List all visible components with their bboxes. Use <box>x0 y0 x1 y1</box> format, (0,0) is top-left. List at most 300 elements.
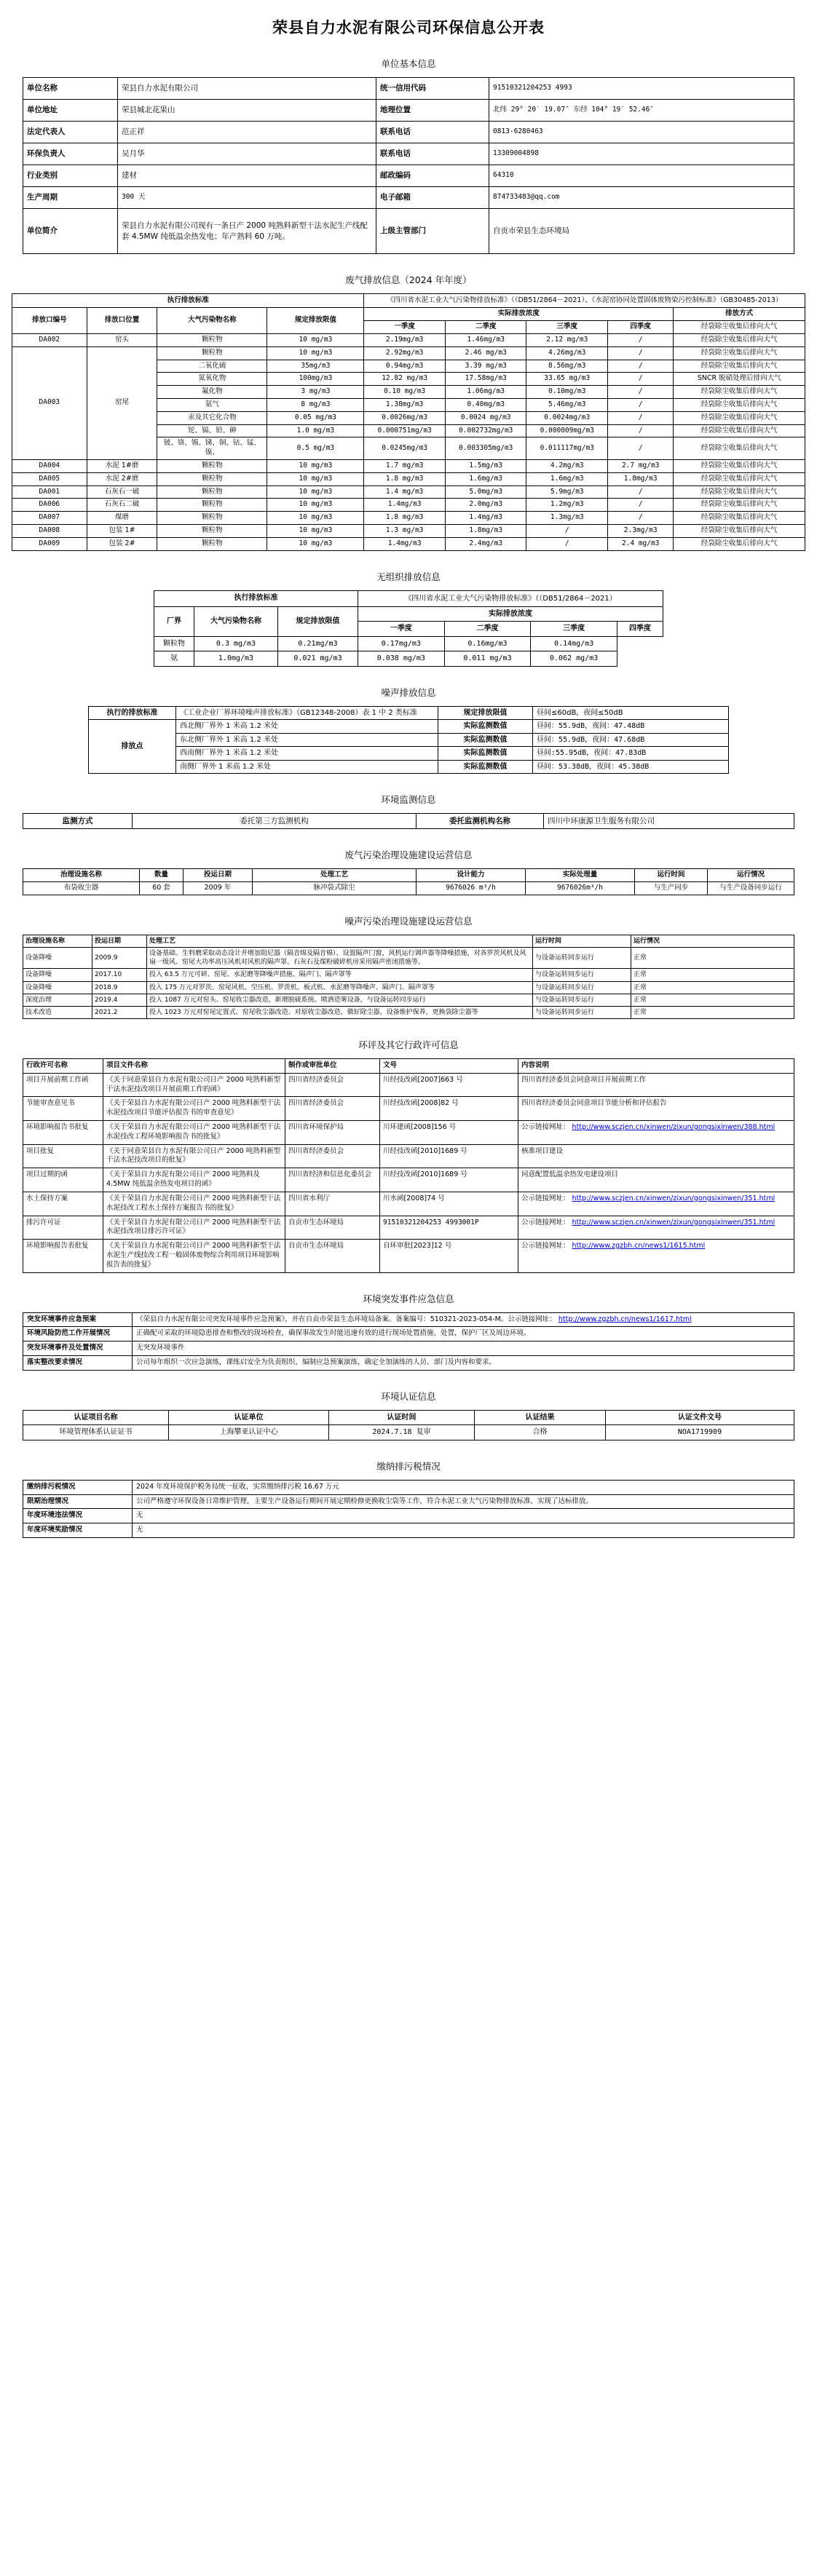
cell-facility-name: 深度治理 <box>23 994 92 1006</box>
cell-q4: / <box>608 424 674 437</box>
cell-outlet-position: 包装 1# <box>87 525 157 538</box>
cell-q2: 0.002732mg/m3 <box>445 424 526 437</box>
air-emission-table <box>12 293 805 551</box>
cell-q2: 2.0mg/m3 <box>445 499 526 512</box>
cell-q2: 0.003305mg/m3 <box>445 437 526 460</box>
cell-content <box>518 1073 794 1097</box>
section-title-permit: 环评及其它行政许可信息 <box>358 1039 459 1050</box>
cell-value: 91510321204253 4993 <box>489 78 794 100</box>
cell-approval-org: 四川省经济委员会 <box>285 1073 380 1097</box>
monitor-org-label: 委托监测机构名称 <box>417 814 544 829</box>
cell-facility-name: 设备降噪 <box>23 969 92 981</box>
table-row <box>23 187 794 209</box>
table-row <box>12 512 805 525</box>
table-row <box>23 1356 794 1371</box>
cell-label: 地理位置 <box>376 100 489 122</box>
public-link[interactable]: http://www.zgzbh.cn/news1/1615.html <box>572 1242 706 1251</box>
cell-emergency-label: 突发环境事件及处置情况 <box>23 1341 133 1356</box>
col-status: 运行情况 <box>631 935 794 947</box>
cell-emergency-label: 落实整改要求情况 <box>23 1356 133 1371</box>
cell-limit: 0.3 mg/m3 <box>194 636 278 651</box>
cell-outlet-position: 水泥 1#磨 <box>87 460 157 473</box>
cell-q2: 2.4mg/m3 <box>445 537 526 550</box>
cell-limit: 3 mg/m3 <box>267 386 364 399</box>
cell-emergency-value: 无突发环境事件 <box>133 1341 794 1356</box>
cell-permit-name: 环境影响报告表批复 <box>23 1240 103 1272</box>
cell-permit-name: 项目过期的函 <box>23 1168 103 1192</box>
cell-limit: 10 mg/m3 <box>267 346 364 360</box>
monitor-org-value: 四川中环康源卫生服务有限公司 <box>544 814 794 829</box>
table-row <box>23 1216 794 1240</box>
cell-q1: 0.021 mg/m3 <box>278 651 358 667</box>
cell-value: 0813-6280463 <box>489 122 794 143</box>
cell-q4: 1.8mg/m3 <box>608 472 674 486</box>
public-link[interactable]: http://www.sczjen.cn/xinwen/zixun/gongsixinwen/351.html <box>572 1194 775 1202</box>
cell-q3: 1.2mg/m3 <box>526 499 608 512</box>
col-date: 投运日期 <box>92 935 147 947</box>
cell-label: 电子邮箱 <box>376 187 489 209</box>
cell-pollutant: 颗粒物 <box>157 525 267 538</box>
cell-label: 单位简介 <box>23 209 118 254</box>
cell-pollutant: 颗粒物 <box>157 333 267 346</box>
table-row <box>23 1006 794 1018</box>
cell-file-name: 《关于荣县自力水泥有限公司日产 2000 吨熟料新型干法水泥技改项目节能评估报告书的审查意见》 <box>103 1097 285 1121</box>
cell-q1: 0.21mg/m3 <box>278 636 358 651</box>
col-runtime: 运行时间 <box>533 935 631 947</box>
table-row <box>154 636 663 651</box>
cell-q4: / <box>608 346 674 360</box>
cell-outlet-position: 窑尾 <box>87 346 157 459</box>
col-facility-name: 治理设施名称 <box>23 869 140 882</box>
table-row <box>23 969 794 981</box>
table-row <box>23 948 794 969</box>
cell-limit: 10 mg/m3 <box>267 486 364 499</box>
cell-content <box>518 1121 794 1145</box>
cell-outlet-position: 水泥 2#磨 <box>87 472 157 486</box>
table-row <box>89 733 729 747</box>
cell-date: 2009 年 <box>183 882 253 895</box>
col-process: 处理工艺 <box>147 935 533 947</box>
noise-limit-label: 规定排放限值 <box>438 706 533 720</box>
table-row <box>23 78 794 100</box>
cell-q4: 0.062 mg/m3 <box>531 651 617 667</box>
cell-limit: 0.05 mg/m3 <box>267 411 364 424</box>
cell-pollutant: 颗粒物 <box>157 499 267 512</box>
noise-measure-label: 实际监测数值 <box>438 733 533 747</box>
cell-q1: 1.38mg/m3 <box>364 398 446 411</box>
cell-q2: 5.0mg/m3 <box>445 486 526 499</box>
table-row <box>23 100 794 122</box>
cell-outlet-no: DA008 <box>12 525 87 538</box>
cell-approval-org: 四川省环境保护局 <box>285 1121 380 1145</box>
cell-file-name: 《关于荣县自力水泥有限公司日产 2000 吨熟料新型干法水泥技改工程水土保持方案报告书的批复》 <box>103 1192 285 1216</box>
cell-q1: 1.8 mg/m3 <box>364 512 446 525</box>
cell-pollutant: 铍、铬、锡、锑、铜、钴、锰、镍、 <box>157 437 267 460</box>
cell-q4: 0.14mg/m3 <box>531 636 617 651</box>
cell-permit-name: 项目开展前期工作函 <box>23 1073 103 1097</box>
cell-q1: 1.3 mg/m3 <box>364 525 446 538</box>
cell-q2: 1.6mg/m3 <box>445 472 526 486</box>
cell-q1: 0.0245mg/m3 <box>364 437 446 460</box>
cell-permit-name: 环境影响报告书批复 <box>23 1121 103 1145</box>
content-text: 公示链接网址： <box>521 1242 570 1251</box>
table-row <box>23 814 794 829</box>
col-mode-sub: 经袋除尘收集后排向大气 <box>674 321 805 334</box>
cell-q3: 0.011117mg/m3 <box>526 437 608 460</box>
col-emission-mode: 排放方式 <box>674 308 805 321</box>
table-row <box>23 1144 794 1168</box>
table-row <box>23 1425 794 1440</box>
cell-mode: 经袋除尘收集后排向大气 <box>674 386 805 399</box>
cell-pollutant: 颗粒物 <box>157 346 267 360</box>
cell-value: 吴月华 <box>118 143 376 165</box>
cell-process: 投入 1087 万元对窑头、窑尾收尘器改造，新增脱硫系统、喷洒造雾设备，与设备运转同步运行 <box>147 994 533 1006</box>
col-file-name: 项目文件名称 <box>103 1058 285 1073</box>
cell-q4: / <box>608 333 674 346</box>
cell-pollutant: 颗粒物 <box>157 512 267 525</box>
cell-q2: 1.46mg/m3 <box>445 333 526 346</box>
cell-mode: 经袋除尘收集后排向大气 <box>674 537 805 550</box>
col-outlet-no: 排放口编号 <box>12 308 87 334</box>
monitor-method-value: 委托第三方监测机构 <box>133 814 417 829</box>
table-row <box>23 1523 794 1538</box>
cell-emergency-value <box>133 1312 794 1327</box>
col-process: 处理工艺 <box>253 869 417 882</box>
cell-file-name: 《关于荣县自力水泥有限公司日产 2000 吨熟料新型干法水泥技改工程环境影响报告书的批复》 <box>103 1121 285 1145</box>
content-text: 四川省经济委员会同意项目节能分析和评估报告 <box>521 1099 667 1108</box>
unorganized-emission-table <box>154 590 663 667</box>
noise-emission-table <box>88 706 729 774</box>
cell-date: 2018.9 <box>92 981 147 994</box>
cell-pollutant: 颗粒物 <box>157 460 267 473</box>
noise-standard-label: 执行的排放标准 <box>89 706 176 720</box>
cell-pollutant: 氟化物 <box>157 386 267 399</box>
cell-value: 建材 <box>118 165 376 187</box>
cell-process: 设备基础、生料磨采取动态设计并增加阻尼器（隔音绵及隔音棉）、设置隔声门窗，风机运行调声器等降噪措施，对各罗茨风机及风扇一级风、窑尾大功率高压风机对风机的隔声罩、石灰石及煤粉破碎机房采用隔声密闭措施等。 <box>147 948 533 969</box>
cell-q2: 1.5mg/m3 <box>445 460 526 473</box>
col-approval-org: 制作或审批单位 <box>285 1058 380 1073</box>
content-text: 公示链接网址： <box>521 1218 570 1226</box>
cell-content <box>518 1216 794 1240</box>
cell-pollutant: 氨气 <box>157 398 267 411</box>
noise-facility-table <box>23 935 794 1019</box>
cell-date: 2009.9 <box>92 948 147 969</box>
col-content: 内容说明 <box>518 1058 794 1073</box>
cell-q3: 1.3mg/m3 <box>526 512 608 525</box>
cell-doc-no: 川经技改函[2010]1689 号 <box>380 1144 518 1168</box>
air-standard-label: 执行排放标准 <box>12 294 364 308</box>
cell-mode: 经袋除尘收集后排向大气 <box>674 512 805 525</box>
col-actual: 实际处理量 <box>526 869 635 882</box>
cell-doc-no: 川环建函[2008]156 号 <box>380 1121 518 1145</box>
cell-mode: SNCR 脱硝处理后排向大气 <box>674 373 805 386</box>
cell-status: 正常 <box>631 969 794 981</box>
cell-process: 投入 63.5 万元可研、窑尾、水泥磨等降噪声措施、隔声门、隔声罩等 <box>147 969 533 981</box>
table-row <box>154 651 663 667</box>
cell-q3: / <box>526 537 608 550</box>
cell-mode: 经袋除尘收集后排向大气 <box>674 424 805 437</box>
cell-tax-value: 2024 年度环境保护税务局统一征收，实常缴纳排污税 16.67 万元 <box>133 1480 794 1494</box>
table-row <box>23 1121 794 1145</box>
section-title-certification: 环境认证信息 <box>381 1390 436 1402</box>
permit-table <box>23 1058 794 1273</box>
boundary-label: 厂界 <box>154 606 194 636</box>
public-link[interactable]: http://www.zgzbh.cn/news1/1617.html <box>558 1315 692 1323</box>
cell-doc-no: 自环审批[2023]12 号 <box>380 1240 518 1272</box>
cell-q2: 0.038 mg/m3 <box>358 651 445 667</box>
cell-status: 与生产设备同步运行 <box>708 882 794 895</box>
content-text: 公示链接网址： <box>521 1123 570 1132</box>
cell-q1: 1.7 mg/m3 <box>364 460 446 473</box>
cell-outlet-no: DA009 <box>12 537 87 550</box>
col-date: 投运日期 <box>183 869 253 882</box>
cell-tax-label: 缴纳排污税情况 <box>23 1480 133 1494</box>
cell-q2: 17.58mg/m3 <box>445 373 526 386</box>
cell-q4: / <box>608 411 674 424</box>
cell-label: 上级主管部门 <box>376 209 489 254</box>
cell-emergency-value: 正确配可采取的环境隐患排查和整改的现场检查，确保事故发生时能迅速有效的进行现场处置措施、处置，保护厂区及周边环境。 <box>133 1327 794 1341</box>
noise-point-label: 排放点 <box>89 720 176 774</box>
cell-q3: 4.26mg/m3 <box>526 346 608 360</box>
section-title-noise: 噪声排放信息 <box>381 686 436 698</box>
cell-file-name: 《关于荣县自力水泥有限公司日产 2000 吨熟料新型干法水泥技改项目排污许可证》 <box>103 1216 285 1240</box>
table-row <box>23 1312 794 1327</box>
cell-mode: 经袋除尘收集后排向大气 <box>674 499 805 512</box>
cell-content <box>518 1097 794 1121</box>
col-actual-concentration: 实际排放浓度 <box>364 308 674 321</box>
cell-mode: 经袋除尘收集后排向大气 <box>674 346 805 360</box>
cell-q3: / <box>526 525 608 538</box>
cell-pollutant: 颗粒物 <box>157 472 267 486</box>
cell-value: 自贡市荣县生态环境局 <box>489 209 794 254</box>
cell-facility-name: 技术改造 <box>23 1006 92 1018</box>
cell-approval-org: 四川省水利厅 <box>285 1192 380 1216</box>
cell-runtime: 与设备运转同步运行 <box>533 981 631 994</box>
cell-mode: 经袋除尘收集后排向大气 <box>674 398 805 411</box>
table-row <box>12 525 805 538</box>
cell-q3: 5.9mg/m3 <box>526 486 608 499</box>
cell-q1: 0.94mg/m3 <box>364 360 446 373</box>
table-row <box>89 706 729 720</box>
col-q3: 三季度 <box>526 321 608 334</box>
unorg-standard-value: 《四川省水泥工业大气污染物排放标准》（（DB51/2864－2021） <box>358 590 663 606</box>
cell-permit-name: 水土保持方案 <box>23 1192 103 1216</box>
cell-cert-doc-no: NOA1719909 <box>606 1425 794 1440</box>
cell-permit-name: 节能审查意见书 <box>23 1097 103 1121</box>
cell-mode: 经袋除尘收集后排向大气 <box>674 333 805 346</box>
cell-q1: 1.8 mg/m3 <box>364 472 446 486</box>
cell-approval-org: 四川省经济委员会 <box>285 1097 380 1121</box>
cell-doc-no: 川经技改函[2007]663 号 <box>380 1073 518 1097</box>
table-row <box>12 537 805 550</box>
table-row <box>12 294 805 308</box>
cell-q2: 0.0024 mg/m3 <box>445 411 526 424</box>
basic-info-table <box>23 77 794 254</box>
cell-outlet-position: 窑头 <box>87 333 157 346</box>
cell-q3: 8.56mg/m3 <box>526 360 608 373</box>
cell-noise-point: 西南侧厂界外 1 米高 1.2 米处 <box>176 747 438 761</box>
cell-q4: / <box>608 360 674 373</box>
cell-value: 874733483@qq.com <box>489 187 794 209</box>
cell-emergency-value: 公司每年组织一次应急演练，课练启安全为负责组织、编制应急预案演练，确定全加演练的人员、部门及内容和要求。 <box>133 1356 794 1371</box>
cell-label: 联系电话 <box>376 122 489 143</box>
cell-q3: 0.10mg/m3 <box>526 386 608 399</box>
cell-q1: 0.10 mg/m3 <box>364 386 446 399</box>
cell-q1: 1.4 mg/m3 <box>364 486 446 499</box>
cell-outlet-no: DA002 <box>12 333 87 346</box>
cell-q4: / <box>608 486 674 499</box>
section-title-air-facility: 废气污染治理设施建设运营信息 <box>344 849 473 861</box>
table-row <box>23 1494 794 1509</box>
col-q1: 一季度 <box>358 622 445 637</box>
cell-approval-org: 自贡市生态环境局 <box>285 1240 380 1272</box>
table-row <box>23 209 794 254</box>
table-row <box>23 981 794 994</box>
cell-q1: 1.4mg/m3 <box>364 499 446 512</box>
cell-outlet-position: 包装 2# <box>87 537 157 550</box>
public-link[interactable]: http://www.sczjen.cn/xinwen/zixun/gongsixinwen/388.html <box>572 1123 775 1132</box>
cell-q3: 5.46mg/m3 <box>526 398 608 411</box>
cell-label: 单位地址 <box>23 100 118 122</box>
cell-outlet-position: 煤磨 <box>87 512 157 525</box>
cell-q4: / <box>608 386 674 399</box>
cell-label: 环保负责人 <box>23 143 118 165</box>
public-link[interactable]: http://www.sczjen.cn/xinwen/zixun/gongsixinwen/351.html <box>572 1218 775 1226</box>
col-q2: 二季度 <box>444 622 531 637</box>
cell-mode: 经袋除尘收集后排向大气 <box>674 460 805 473</box>
cell-q3: 1.6mg/m3 <box>526 472 608 486</box>
cell-q2: 1.8mg/m3 <box>445 525 526 538</box>
cell-q1: 0.000751mg/m3 <box>364 424 446 437</box>
cell-limit: 1.0 mg/m3 <box>267 424 364 437</box>
cell-mode: 经袋除尘收集后排向大气 <box>674 486 805 499</box>
cell-pollutant: 颗粒物 <box>157 486 267 499</box>
table-row <box>23 1058 794 1073</box>
cell-value: 13309004898 <box>489 143 794 165</box>
col-limit: 规定排放限值 <box>267 308 364 334</box>
cell-file-name: 《关于同意荣县自力水泥有限公司日产 2000 吨熟料新型干法水泥技改项目的批复》 <box>103 1144 285 1168</box>
table-row <box>23 1341 794 1356</box>
table-row <box>89 747 729 761</box>
cell-noise-value: 昼间：55.9dB，夜间：47.48dB <box>533 720 729 734</box>
cell-process: 脉冲袋式除尘 <box>253 882 417 895</box>
table-row <box>23 1097 794 1121</box>
cell-mode: 经袋除尘收集后排向大气 <box>674 437 805 460</box>
cell-limit: 10 mg/m3 <box>267 460 364 473</box>
cell-runtime: 与设备运转同步运行 <box>533 948 631 969</box>
section-title-monitoring: 环境监测信息 <box>381 794 436 806</box>
table-row <box>23 1192 794 1216</box>
noise-limit-value: 昼间≤60dB，夜间≤50dB <box>533 706 729 720</box>
cell-content <box>518 1144 794 1168</box>
col-q4: 四季度 <box>608 321 674 334</box>
cell-status: 正常 <box>631 981 794 994</box>
section-title-noise-facility: 噪声污染治理设施建设运营信息 <box>344 915 473 927</box>
section-title-air: 废气排放信息（2024 年年度） <box>345 274 472 285</box>
cell-label: 统一信用代码 <box>376 78 489 100</box>
cell-permit-name: 排污许可证 <box>23 1216 103 1240</box>
page-title: 荣县自力水泥有限公司环保信息公开表 <box>272 19 545 36</box>
table-row <box>23 122 794 143</box>
cell-q3: 4.2mg/m3 <box>526 460 608 473</box>
cell-label: 生产周期 <box>23 187 118 209</box>
col-runtime: 运行时间 <box>635 869 708 882</box>
cell-value: 荣县城北花果山 <box>118 100 376 122</box>
cell-q3: 0.011 mg/m3 <box>444 651 531 667</box>
col-cert-result: 认证结果 <box>475 1410 606 1425</box>
cell-pollutant: 颗粒物 <box>154 636 194 651</box>
cell-doc-no: 91510321204253 4993001P <box>380 1216 518 1240</box>
table-row <box>12 460 805 473</box>
cell-label: 法定代表人 <box>23 122 118 143</box>
cell-q1: 2.19mg/m3 <box>364 333 446 346</box>
cell-q2: 2.46 mg/m3 <box>445 346 526 360</box>
cell-file-name: 《关于同意荣县自力水泥有限公司日产 2000 吨熟料新型干法水泥技改项目开展前期工作的函》 <box>103 1073 285 1097</box>
cell-process: 投入 175 万元对罗茨、窑尾风机、空压机、罗茨机、板式机、水泥磨等降噪声、隔声门、隔声罩等 <box>147 981 533 994</box>
cell-mode: 经袋除尘收集后排向大气 <box>674 411 805 424</box>
cell-permit-name: 项目批复 <box>23 1144 103 1168</box>
tax-table <box>23 1480 794 1538</box>
certification-table <box>23 1410 794 1440</box>
cell-q3: 0.16mg/m3 <box>444 636 531 651</box>
cell-noise-point: 西北侧厂界外 1 米高 1.2 米处 <box>176 720 438 734</box>
cell-limit: 100mg/m3 <box>267 373 364 386</box>
cell-cert-result: 合格 <box>475 1425 606 1440</box>
cell-q1: 2.92mg/m3 <box>364 346 446 360</box>
col-status: 运行情况 <box>708 869 794 882</box>
noise-measure-label: 实际监测数值 <box>438 747 533 761</box>
cell-status: 正常 <box>631 948 794 969</box>
cell-noise-value: 昼间：53.38dB，夜间：45.38dB <box>533 760 729 774</box>
cell-tax-value: 公司严格遵守环保设备日常维护管理，主要生产设备运行期间开展定期检修更换收尘袋等工作，符合水泥工业大气污染物排放标准，实现了达标排放。 <box>133 1494 794 1509</box>
cell-runtime: 与设备运转同步运行 <box>533 1006 631 1018</box>
cell-q4: 2.4 mg/m3 <box>608 537 674 550</box>
table-row <box>12 499 805 512</box>
cell-q2: 1.06mg/m3 <box>445 386 526 399</box>
cell-q1: 0.0026mg/m3 <box>364 411 446 424</box>
cell-cert-name: 环境管理体系认证证书 <box>23 1425 169 1440</box>
cell-tax-value: 无 <box>133 1509 794 1523</box>
cell-approval-org: 四川省经济和信息化委员会 <box>285 1168 380 1192</box>
cell-content <box>518 1168 794 1192</box>
cell-pollutant: 汞及其它化合物 <box>157 411 267 424</box>
cell-outlet-position: 石灰石二破 <box>87 499 157 512</box>
cell-limit: 10 mg/m3 <box>267 537 364 550</box>
col-q1: 一季度 <box>364 321 446 334</box>
document-page <box>0 16 817 1560</box>
table-row <box>12 333 805 346</box>
content-text: 同意配置低温余热发电建设项目 <box>521 1170 619 1179</box>
cell-pollutant: 氨 <box>154 651 194 667</box>
emergency-table <box>23 1312 794 1371</box>
cell-outlet-no: DA003 <box>12 346 87 459</box>
col-cert-date: 认证时间 <box>329 1410 475 1425</box>
cell-doc-no: 川经技改函[2010]1689 号 <box>380 1168 518 1192</box>
cell-noise-point: 东北侧厂界外 1 米高 1.2 米处 <box>176 733 438 747</box>
table-row <box>23 1240 794 1272</box>
cell-date: 2021.2 <box>92 1006 147 1018</box>
cell-limit: 10 mg/m3 <box>267 472 364 486</box>
col-capacity: 设计能力 <box>417 869 526 882</box>
table-row <box>12 308 805 321</box>
cell-content <box>518 1192 794 1216</box>
cell-mode: 经袋除尘收集后排向大气 <box>674 525 805 538</box>
cell-pollutant: 氮氧化物 <box>157 373 267 386</box>
cell-emergency-label: 环境风险防范工作开展情况 <box>23 1327 133 1341</box>
cell-content <box>518 1240 794 1272</box>
content-text: 核准项目建设 <box>521 1146 564 1155</box>
cell-q3: 0.000009mg/m3 <box>526 424 608 437</box>
